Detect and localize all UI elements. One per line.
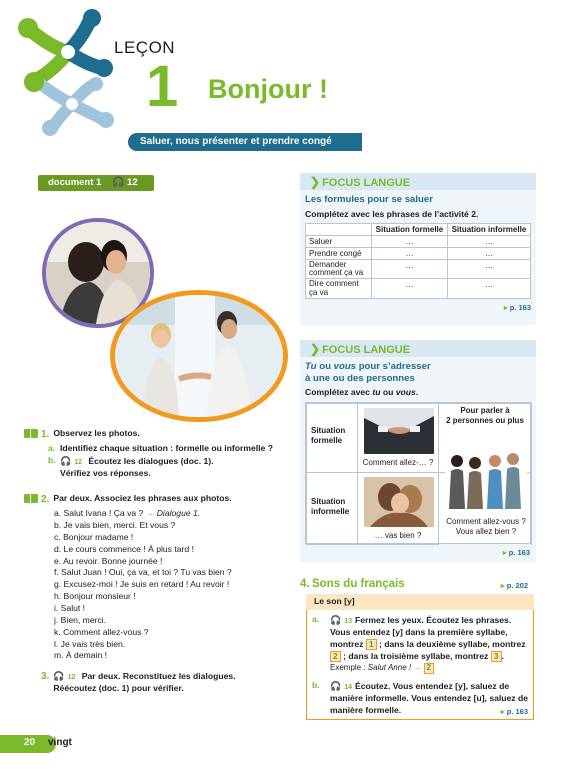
chevron-icon: ❯ (310, 175, 321, 189)
activity-1b-letter: b. (48, 454, 56, 465)
phrase-g: g. Excusez-moi ! Je suis en retard ! Au revoir ! (54, 579, 230, 590)
table-cell: Prendre congé (306, 247, 372, 259)
row-formal-label: Situation formelle (311, 426, 346, 445)
table-header-row (306, 223, 531, 235)
example-text: Salut Anne ! (367, 663, 414, 673)
activity-1a-letter: a. (48, 442, 56, 453)
focus-header (300, 340, 536, 357)
focus-header-text: FOCUS LANGUE (322, 177, 411, 189)
activity-1-header (24, 428, 292, 442)
exercise-a-line3a: montrez (330, 638, 366, 649)
table-row (306, 259, 531, 279)
row-informal-label: Situation informelle (311, 497, 350, 516)
exercise-a-line1: Fermez les yeux. Écoutez les phrases. (355, 615, 512, 625)
exercise-a-track: 13 (344, 618, 353, 625)
sons-ref-text: p. 202 (506, 581, 528, 590)
group-photo (445, 447, 527, 509)
activity-3-header (24, 670, 292, 695)
exercise-b-line3: manière formelle. (330, 705, 402, 716)
instruction-end: . (415, 387, 419, 397)
activity-1b-track: 12 (74, 458, 83, 466)
activities-column (24, 428, 292, 696)
focus-header-text: FOCUS LANGUE (322, 344, 411, 356)
lesson-logo (12, 8, 142, 136)
exercise-b-letter: b. (312, 680, 320, 691)
focus-instruction (305, 387, 531, 397)
exercise-b-line2: manière informelle. Vous entendez [u], saluez de (330, 693, 529, 704)
syllable-box-2: 2 (330, 651, 341, 662)
table-header-cell: Situation formelle (372, 223, 448, 235)
focus-instruction: Complétez avec les phrases de l’activité 2. (305, 208, 479, 219)
caption-plural: Comment allez-vous ? Vous allez bien ? (446, 517, 526, 536)
table-cell: Saluer (306, 235, 372, 247)
activity-2-number: 2. (41, 494, 50, 506)
phrase-j: j. Bien, merci. (54, 614, 107, 625)
exercise-b-line1: Écoutez. Vous entendez [y], saluez de (355, 681, 510, 692)
instruction-tu: tu (372, 387, 381, 397)
caption-formal-single: Comment allez-… ? (362, 458, 434, 467)
page-reference[interactable] (305, 303, 531, 312)
focus-header (300, 173, 536, 190)
activity-3-number: 3. (41, 671, 50, 683)
activity-1-number: 1. (41, 429, 50, 440)
activity-1b-text2: Vérifiez vos réponses. (60, 467, 151, 478)
phrase-k: k. Comment allez-vous ? (54, 626, 149, 637)
instruction-mid: ou (380, 387, 396, 397)
page-reference-text: p. 163 (506, 707, 529, 717)
hug-photo (364, 477, 434, 527)
audio-icon[interactable]: 🎧 (330, 615, 342, 625)
focus-title-vous: vous (333, 361, 357, 372)
phrase-a (24, 508, 292, 520)
page-number: 20 (24, 737, 36, 748)
phrase-b: b. Je vais bien, merci. Et vous ? (54, 520, 176, 531)
activity-2-title: Par deux. Associez les phrases aux photos. (53, 493, 232, 504)
instruction-vous: vous (395, 387, 416, 397)
lesson-subtitle: Saluer, nous présenter et prendre congé (128, 133, 360, 151)
phrase-c: c. Bonjour madame ! (54, 531, 134, 542)
table-header-cell (306, 223, 372, 235)
table-cell: … (447, 235, 530, 247)
document-tag (38, 175, 154, 191)
table-cell: … (372, 247, 448, 259)
headphones-icon: 🎧 (111, 177, 125, 188)
phrase-a-ref: Dialogue 1. (156, 508, 201, 519)
page-reference[interactable] (501, 707, 528, 717)
table-cell: … (372, 259, 448, 279)
phrase-f: f. Salut Juan ! Oui, ça va, et toi ? Tu vas bien ? (54, 567, 232, 578)
audio-icon[interactable]: 🎧 (60, 455, 72, 466)
document-track: 12 (127, 177, 138, 188)
exercise-b-track: 14 (344, 684, 353, 692)
syllable-box-3: 3 (491, 651, 502, 662)
document-label: document 1 (48, 177, 102, 188)
table-cell: … (447, 279, 530, 299)
focus-title-rest: pour s’adresser (356, 361, 431, 372)
sons-title: Sons du français (311, 578, 405, 590)
phrase-m: m. À demain ! (54, 650, 108, 661)
activity-1a-text: Identifiez chaque situation : formelle ou informelle ? (60, 442, 273, 453)
example (330, 663, 434, 672)
table-cell: … (372, 279, 448, 299)
lesson-label: LEÇON (114, 38, 176, 57)
caption-informal-single: … vas bien ? (374, 531, 422, 540)
photo-formal-greeting (110, 290, 288, 422)
focus-title-line2: à une ou des personnes (305, 372, 415, 384)
example-box: 2 (424, 663, 434, 674)
lesson-title: Bonjour ! (208, 74, 328, 104)
instruction-pre: Complétez avec (305, 387, 373, 397)
triangle-icon: ▸ (500, 581, 507, 590)
exercise-a-line4b: ; dans la troisième syllabe, montrez (340, 650, 491, 661)
focus-title (305, 361, 531, 384)
table-cell: Dire comment ça va (306, 279, 372, 299)
activity-3-track: 12 (67, 674, 76, 682)
activity-1a (24, 443, 292, 455)
phrase-i: i. Salut ! (54, 603, 86, 614)
focus-title-ou: ou (316, 361, 334, 372)
focus-box-tu-vous (300, 340, 536, 562)
activity-1b-text: Écoutez les dialogues (doc. 1). (88, 455, 214, 466)
table-cell: Demander comment ça va (306, 259, 372, 279)
book-icon (24, 429, 38, 438)
tu-vous-grid (305, 402, 531, 544)
subtitle-bar-end (354, 133, 362, 151)
book-icon (24, 494, 38, 503)
plural-column (438, 403, 532, 545)
column-plural-header: Pour parler à 2 personnes ou plus (446, 406, 524, 425)
sons-number: 4. (300, 578, 310, 590)
phrase-h: h. Bonjour monsieur ! (54, 591, 136, 602)
activity-1-title: Observez les photos. (53, 428, 140, 438)
triangle-icon: ▸ (500, 707, 507, 717)
sons-header (300, 578, 530, 594)
greetings-table (305, 223, 531, 300)
page-reference[interactable] (480, 548, 530, 557)
page-word: vingt (48, 737, 72, 748)
exercise-a-line2: Vous entendez [y] dans la première syllabe, (330, 626, 508, 637)
sons-page-reference[interactable] (501, 581, 528, 590)
handshake-photo (364, 408, 434, 454)
page-reference-text: p. 163 (509, 303, 531, 313)
sons-exercise-b (312, 680, 534, 717)
audio-icon[interactable]: 🎧 (330, 681, 342, 692)
formal-single-cell (357, 403, 439, 473)
sound-label-strip: Le son [y] (306, 594, 534, 610)
phrase-d: d. Le cours commence ! À plus tard ! (54, 543, 194, 554)
table-row (306, 247, 531, 259)
triangle-icon: ▸ (503, 303, 510, 313)
triangle-icon: ▸ (502, 548, 509, 557)
activity-1b (24, 455, 292, 480)
focus-title-tu: Tu (305, 361, 317, 372)
arrow-icon: → (413, 663, 424, 673)
informal-single-cell (357, 472, 439, 545)
table-row (306, 235, 531, 247)
focus-title: Les formules pour se saluer (305, 194, 433, 205)
table-row (306, 279, 531, 299)
focus-box-greetings (300, 173, 536, 325)
row-informal-label-cell (306, 472, 358, 545)
activity-2-header (24, 493, 292, 507)
exercise-a-letter: a. (312, 614, 320, 624)
phrase-a-text: a. Salut Ivana ! Ça va ? (54, 508, 146, 519)
row-formal-label-cell (306, 403, 358, 473)
sons-exercises (312, 614, 534, 717)
syllable-box-1: 1 (366, 639, 377, 650)
phrase-l: l. Je vais très bien. (54, 638, 126, 649)
page-reference-text: p. 163 (508, 548, 530, 557)
arrow-icon: → (145, 508, 157, 519)
lesson-number: 1 (146, 54, 179, 119)
activity-3-title: Par deux. Reconstituez les dialogues. (81, 671, 236, 682)
table-header-cell: Situation informelle (447, 223, 530, 235)
exercise-a-line4c: . (501, 650, 504, 661)
table-cell: … (372, 235, 448, 247)
audio-icon[interactable]: 🎧 (53, 671, 65, 682)
exercise-a-line3b: ; dans la deuxième syllabe, montrez (376, 638, 526, 649)
activity-3-title2: Réécoutez (doc. 1) pour vérifier. (53, 683, 184, 694)
chevron-icon: ❯ (310, 342, 321, 356)
phrase-e: e. Au revoir. Bonne journée ! (54, 555, 163, 566)
sons-exercise-a (312, 614, 534, 674)
table-cell: … (447, 247, 530, 259)
table-cell: … (447, 259, 530, 279)
example-label: Exemple : (330, 663, 368, 673)
